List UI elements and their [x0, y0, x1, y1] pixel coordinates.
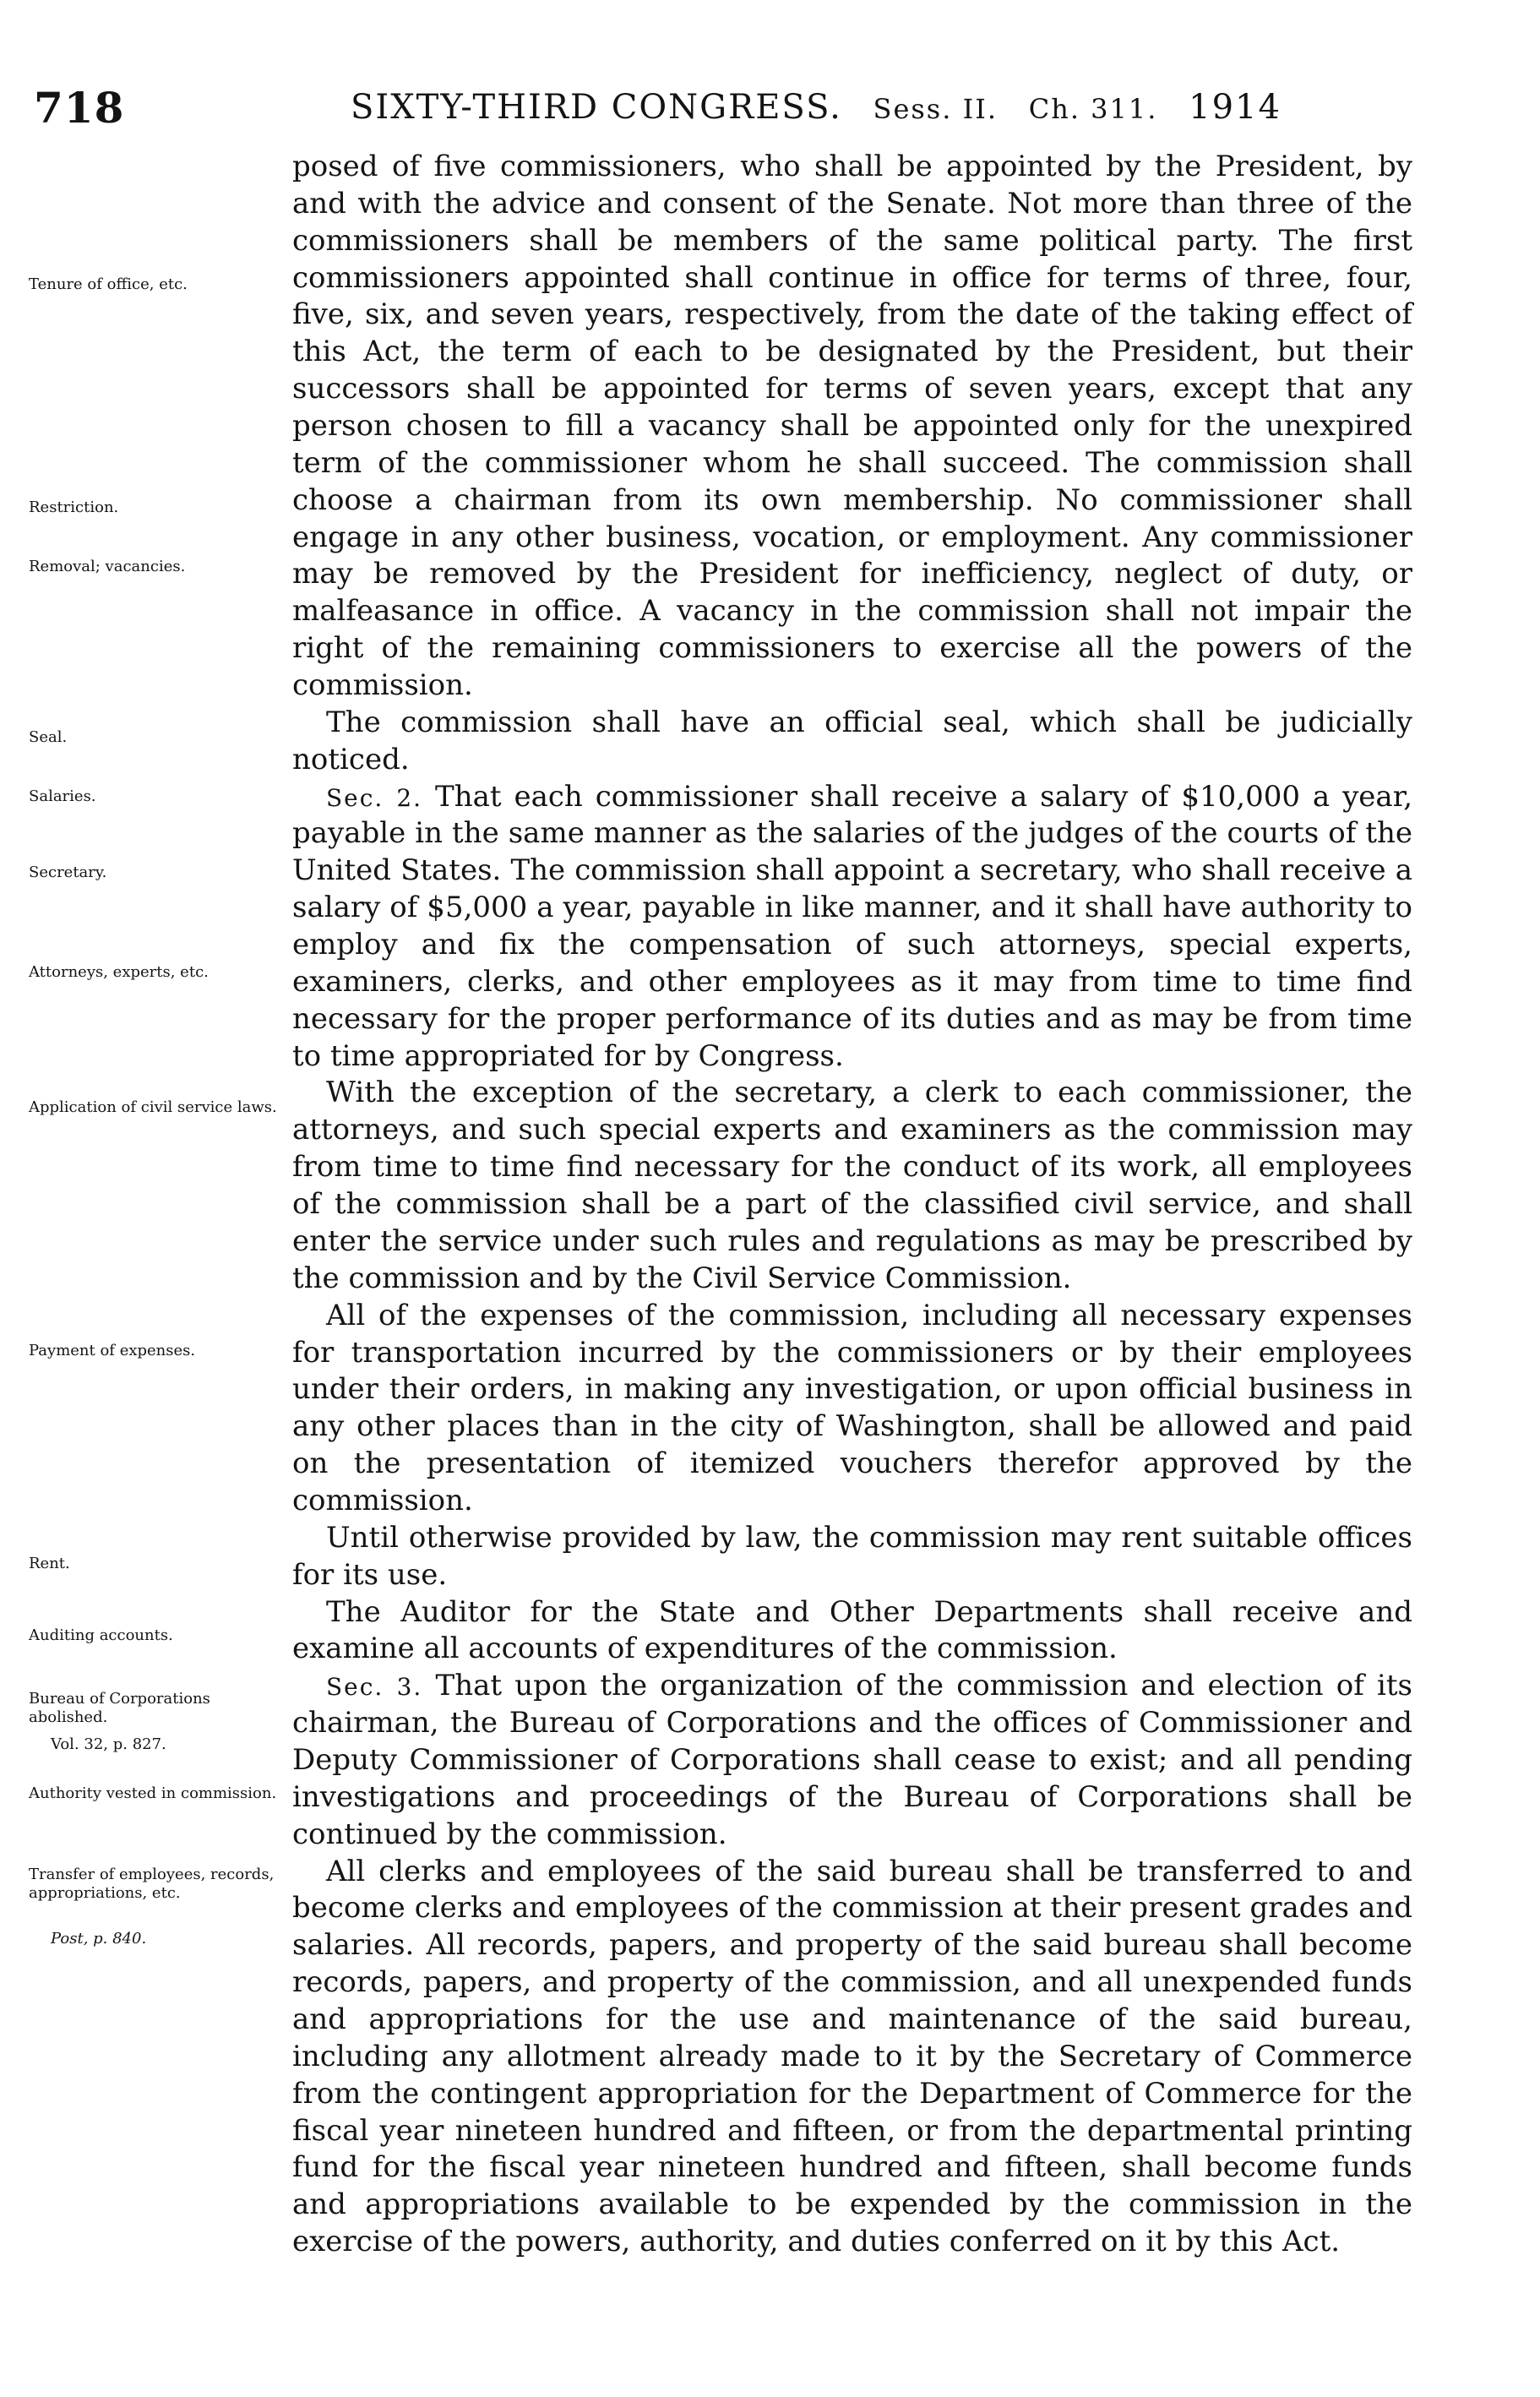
- session-label: Sess. II.: [873, 93, 999, 125]
- margin-note-expenses: Payment of expenses.: [29, 1342, 196, 1359]
- paragraph-transfer: All clerks and employees of the said bureau shall be transferred to and become clerks and employees of the commission at their present grades and salaries. All records, papers, and property of the said bureau shall become records, papers, and property of the commission, and all unexpended funds and appropriations for the use and maintenance of the said bureau, including any allotment already made to it by the Secretary of Commerce from the contingent appropriation for the Department of Commerce for the fiscal year nineteen hundred and fifteen, or from the departmental printing fund for the fiscal year nineteen hundred and fifteen, shall become funds and appropriations available to be expended by the commission in the exercise of the powers, authority, and duties conferred on it by this Act.: [292, 1854, 1412, 2259]
- margin-note-post-ref: Post, p. 840.: [51, 1930, 147, 1948]
- margin-note-attorneys: Attorneys, experts, etc.: [29, 963, 209, 981]
- page-number: 718: [34, 83, 125, 133]
- margin-note-authority: Authority vested in commission.: [29, 1784, 277, 1802]
- paragraph-section-3: [292, 1668, 1412, 1853]
- margin-note-vol-ref: Vol. 32, p. 827.: [51, 1735, 166, 1753]
- paragraph-section-2: [292, 779, 1412, 1076]
- margin-note-tenure: Tenure of office, etc.: [29, 275, 188, 293]
- margin-note-secretary: Secretary.: [29, 863, 107, 881]
- margin-note-removal: Removal; vacancies.: [29, 558, 186, 575]
- paragraph-commission-composition: posed of five commissioners, who shall be appointed by the President, by and with the advice and consent of the Senate. Not more than three of the commissioners shall be members of the same political party. The first commissioners appointed shall continue in office for terms of three, four, five, six, and seven years, respectively, from the date of the taking effect of this Act, the term of each to be designated by the President, but their successors shall be appointed for terms of seven years, except that any person chosen to fill a vacancy shall be appointed only for the unexpired term of the commissioner whom he shall succeed. The commission shall choose a chairman from its own membership. No commissioner shall engage in any other business, vocation, or employment. Any commissioner may be removed by the President for inefficiency, neglect of duty, or malfeasance in office. A vacancy in the commission shall not impair the right of the remaining commissioners to exercise all the powers of the commission.: [292, 150, 1412, 703]
- chapter-label: Ch. 311.: [1028, 93, 1158, 125]
- running-header: [0, 83, 1540, 142]
- running-head: [351, 88, 1300, 127]
- section-3-text: That upon the organization of the commission and election of its chairman, the Bureau of Corporations and the offices of Commissioner and Deputy Commissioner of Corporations shall cease to exist; and all pending investigations and proceedings of the Bureau of Corporations shall be continued by the commission.: [292, 1669, 1412, 1851]
- congress-title: SIXTY-THIRD CONGRESS.: [351, 88, 842, 127]
- year-label: 1914: [1189, 88, 1282, 127]
- paragraph-seal: The commission shall have an official seal, which shall be judicially noticed.: [292, 705, 1412, 776]
- section-2-text: That each commissioner shall receive a salary of $10,000 a year, payable in the same manner as the salaries of the judges of the courts of the United States. The commission shall appoint a secretary, who shall receive a salary of $5,000 a year, payable in like manner, and it shall have authority to employ and fix the compensation of such attorneys, special experts, examiners, clerks, and other employees as it may from time to time find necessary for the proper performance of its duties and as may be from time to time appropriated for by Congress.: [292, 779, 1413, 1073]
- margin-note-restriction: Restriction.: [29, 498, 119, 516]
- margin-note-bureau-abolished: Bureau of Corporations abolished.: [29, 1690, 210, 1726]
- statute-body: [292, 149, 1412, 2261]
- margin-note-civil-service: Application of civil service laws.: [29, 1098, 277, 1116]
- section-label: Sec. 3.: [326, 1673, 423, 1702]
- section-label: Sec. 2.: [326, 783, 423, 812]
- paragraph-auditing: The Auditor for the State and Other Departments shall receive and examine all accounts of expenditures of the commission.: [292, 1594, 1412, 1666]
- paragraph-expenses: All of the expenses of the commission, including all necessary expenses for transportation incurred by the commissioners or by their employees under their orders, in making any investigation, or upon official business in any other places than in the city of Washington, shall be allowed and paid on the presentation of itemized vouchers therefor approved by the commission.: [292, 1298, 1412, 1517]
- paragraph-civil-service: With the exception of the secretary, a clerk to each commissioner, the attorneys, and such special experts and examiners as the commission may from time to time find necessary for the conduct of its work, all employees of the commission shall be a part of the classified civil service, and shall enter the service under such rules and regulations as may be prescribed by the commission and by the Civil Service Commission.: [292, 1076, 1412, 1295]
- margin-note-rent: Rent.: [29, 1555, 70, 1572]
- margin-note-transfer: Transfer of employees, records, appropriations, etc.: [29, 1866, 275, 1902]
- margin-note-salaries: Salaries.: [29, 787, 96, 805]
- margin-note-seal: Seal.: [29, 728, 68, 746]
- paragraph-rent: Until otherwise provided by law, the commission may rent suitable offices for its use.: [292, 1520, 1412, 1592]
- margin-note-auditing: Auditing accounts.: [29, 1626, 173, 1644]
